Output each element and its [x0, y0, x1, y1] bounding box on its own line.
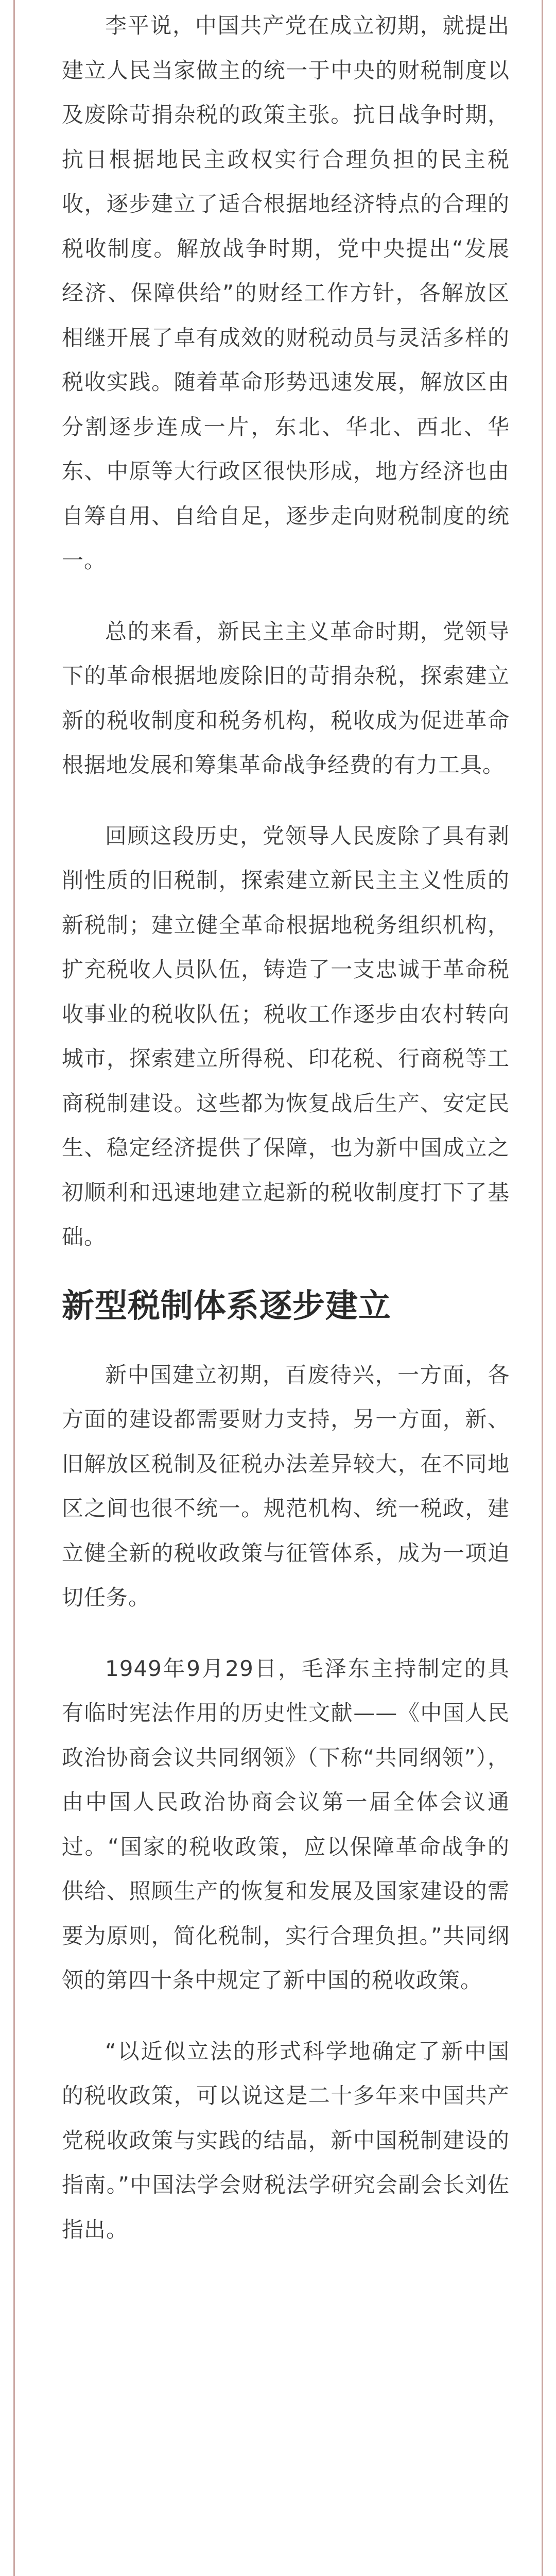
paragraph-common-program: 1949年9月29日，毛泽东主持制定的具有临时宪法作用的历史性文献——《中国人民政治协商会议共同纲领》（下称“共同纲领”），由中国人民政治协商会议第一届全体会议通过。“国家的税收政策，应以保障革命战争的供给、照顾生产的恢复和发展及国家建设的需要为原则，简化税制，实行合理负担。”共同纲领的第四十条中规定了新中国的税收政策。	[62, 1655, 510, 1993]
paragraph-review: 回顾这段历史，党领导人民废除了具有剥削性质的旧税制，探索建立新民主主义性质的新税制；建立健全革命根据地税务组织机构，扩充税收人员队伍，铸造了一支忠诚于革命税收事业的税收队伍；税收工作逐步由农村转向城市，探索建立所得税、印花税、行商税等工商税制建设。这些都为恢复战后生产、安定民生、稳定经济提供了保障，也为新中国成立之初顺利和迅速地建立起新的税收制度打下了基础。	[62, 823, 510, 1249]
paragraph-summary: 总的来看，新民主主义革命时期，党领导下的革命根据地废除旧的苛捐杂税，探索建立新的税收制度和税务机构，税收成为促进革命根据地发展和筹集革命战争经费的有力工具。	[62, 618, 510, 777]
section-heading: 新型税制体系逐步建立	[62, 1286, 391, 1325]
paragraph-early-prc: 新中国建立初期，百废待兴，一方面，各方面的建设都需要财力支持，另一方面，新、旧解放区税制及征税办法差异较大，在不同地区之间也很不统一。规范机构、统一税政，建立健全新的税收政策与征管体系，成为一项迫切任务。	[62, 1362, 510, 1610]
article-body	[62, 0, 510, 2278]
right-border-line	[542, 0, 543, 2576]
left-border-line	[13, 0, 15, 2576]
paragraph-li-ping: 李平说，中国共产党在成立初期，就提出建立人民当家做主的统一于中央的财税制度以及废除苛捐杂税的政策主张。抗日战争时期，抗日根据地民主政权实行合理负担的民主税收，逐步建立了适合根据地经济特点的合理的税收制度。解放战争时期，党中央提出“发展经济、保障供给”的财经工作方针，各解放区相继开展了卓有成效的财税动员与灵活多样的税收实践。随着革命形势迅速发展，解放区由分割逐步连成一片，东北、华北、西北、华东、中原等大行政区很快形成，地方经济也由自筹自用、自给自足，逐步走向财税制度的统一。	[62, 13, 510, 573]
paragraph-liu-zuo-quote: “以近似立法的形式科学地确定了新中国的税收政策，可以说这是二十多年来中国共产党税收政策与实践的结晶，新中国税制建设的指南。”中国法学会财税法学研究会副会长刘佐指出。	[62, 2038, 510, 2242]
